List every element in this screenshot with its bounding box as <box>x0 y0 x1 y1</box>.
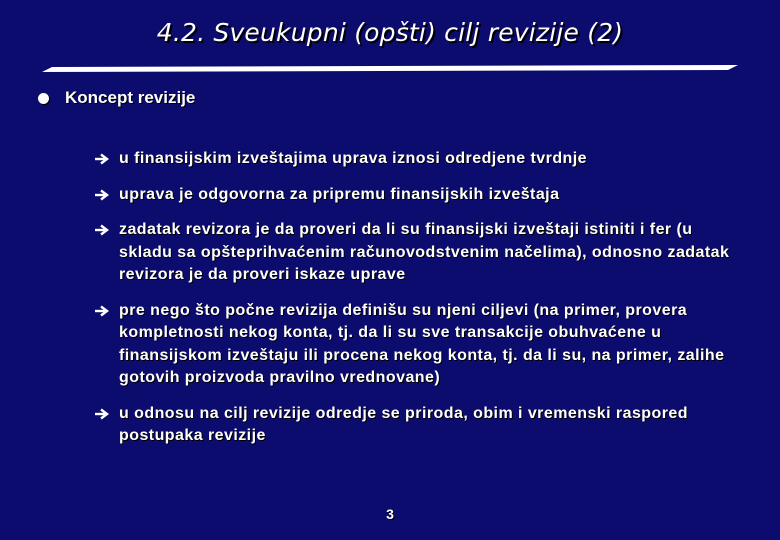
sub-bullet-item <box>94 148 734 171</box>
sub-bullet-list <box>94 148 734 461</box>
bullet-dot-icon <box>38 93 49 104</box>
sub-bullet-text: pre nego što počne revizija definišu su njeni ciljevi (na primer, provera kompletnosti nekog konta, tj. da li su sve transakcije obuhvaćene u finansijskom izveštaju ili procena nekog konta, tj. da li su, na primer, zalihe gotovih proizvoda pravilno vrednovane) <box>119 301 725 386</box>
main-bullet <box>38 88 195 108</box>
title-divider-line <box>42 64 738 74</box>
sub-bullet-text: u finansijskim izveštajima uprava iznosi odredjene tvrdnje <box>119 150 588 167</box>
sub-bullet-item <box>94 300 734 390</box>
sub-bullet-text: uprava je odgovorna za pripremu finansijskih izveštaja <box>119 185 560 203</box>
main-bullet-text: Koncept revizije <box>65 88 196 107</box>
slide-title: 4.2. Sveukupni (opšti) cilj revizije (2) <box>156 18 624 47</box>
arrow-right-icon <box>94 305 110 317</box>
page-number: 3 <box>386 506 394 522</box>
sub-bullet-item <box>94 184 734 207</box>
sub-bullet-item <box>94 219 734 287</box>
sub-bullet-item <box>94 403 734 448</box>
arrow-right-icon <box>94 224 110 236</box>
arrow-right-icon <box>94 408 110 420</box>
sub-bullet-text: zadatak revizora je da proveri da li su finansijski izveštaji istiniti i fer (u skladu sa opšteprihvaćenim računovodstvenim načelima), odnosno zadatak revizora je da proveri iskaze uprave <box>119 221 730 283</box>
arrow-right-icon <box>94 153 110 165</box>
sub-bullet-text: u odnosu na cilj revizije odredje se priroda, obim i vremenski raspored postupaka revizije <box>119 404 688 444</box>
arrow-right-icon <box>94 189 110 201</box>
